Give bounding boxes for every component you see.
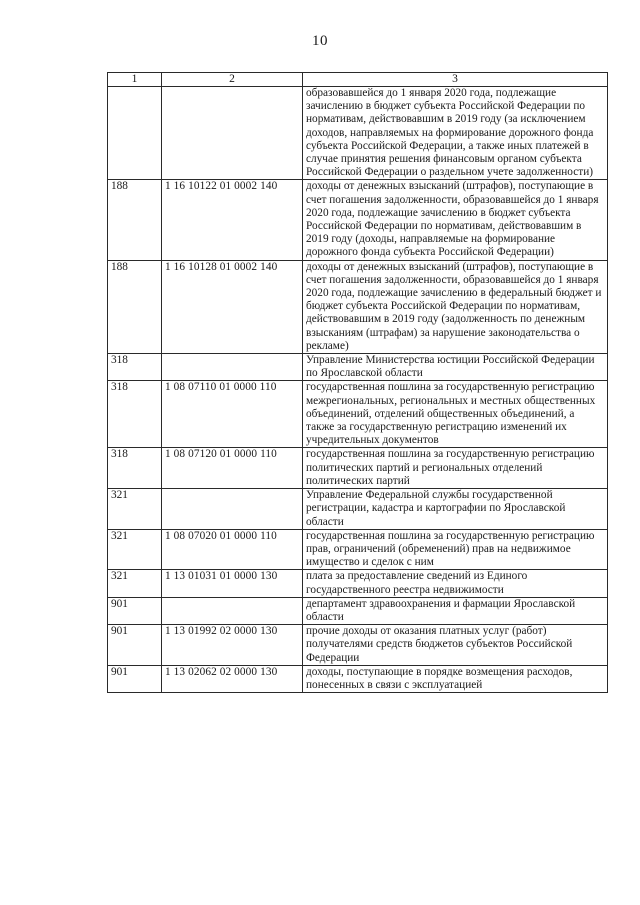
- administrator-code-cell: 321: [108, 489, 162, 530]
- revenue-name-cell: образовавшейся до 1 января 2020 года, подлежащие зачислению в бюджет субъекта Российской Федерации по нормативам, действовавшим в 2019 году (за исключением доходов, направляемых на формирование дорожного фонда субъекта Российской Федерации, а также иных платежей в случае принятия решения финансовым органом субъекта Российской Федерации о раздельном учете задолженности): [303, 87, 608, 180]
- revenue-codes-table: [107, 72, 608, 693]
- revenue-code-cell: 1 16 10128 01 0002 140: [162, 260, 303, 353]
- table-row: [108, 529, 608, 570]
- administrator-code-cell: 321: [108, 529, 162, 570]
- revenue-code-cell: [162, 489, 303, 530]
- table-row: [108, 87, 608, 180]
- revenue-code-cell: 1 13 02062 02 0000 130: [162, 665, 303, 692]
- revenue-name-cell: доходы от денежных взысканий (штрафов), поступающие в счет погашения задолженности, образовавшейся до 1 января 2020 года, подлежащие зачислению в бюджет субъекта Российской Федерации по нормативам, действовавшим в 2019 году (доходы, направляемые на формирование дорожного фонда субъекта Российской Федерации): [303, 180, 608, 260]
- table-row: [108, 625, 608, 666]
- table-row: [108, 381, 608, 448]
- table-row: [108, 180, 608, 260]
- revenue-name-cell: департамент здравоохранения и фармации Ярославской области: [303, 597, 608, 624]
- table-row: [108, 260, 608, 353]
- column-header-3: 3: [303, 73, 608, 87]
- page-number: 10: [312, 33, 328, 49]
- revenue-code-cell: [162, 597, 303, 624]
- revenue-code-cell: 1 13 01992 02 0000 130: [162, 625, 303, 666]
- table-row: [108, 489, 608, 530]
- table-row: [108, 665, 608, 692]
- administrator-code-cell: 318: [108, 381, 162, 448]
- header-row: [108, 73, 608, 87]
- administrator-code-cell: 318: [108, 354, 162, 381]
- revenue-code-cell: 1 08 07020 01 0000 110: [162, 529, 303, 570]
- table-row: [108, 570, 608, 597]
- revenue-name-cell: доходы от денежных взысканий (штрафов), поступающие в счет погашения задолженности, образовавшейся до 1 января 2020 года, подлежащие зачислению в федеральный бюджет и бюджет субъекта Российской Федерации по нормативам, действовавшим в 2019 году (задолженность по денежным взысканиям (штрафам) за нарушение законодательства о рекламе): [303, 260, 608, 353]
- revenue-code-cell: 1 16 10122 01 0002 140: [162, 180, 303, 260]
- revenue-code-cell: 1 13 01031 01 0000 130: [162, 570, 303, 597]
- revenue-code-cell: [162, 87, 303, 180]
- revenue-code-cell: 1 08 07110 01 0000 110: [162, 381, 303, 448]
- revenue-code-cell: [162, 354, 303, 381]
- revenue-name-cell: плата за предоставление сведений из Единого государственного реестра недвижимости: [303, 570, 608, 597]
- administrator-code-cell: 901: [108, 597, 162, 624]
- administrator-code-cell: [108, 87, 162, 180]
- revenue-name-cell: государственная пошлина за государственную регистрацию прав, ограничений (обременений) прав на недвижимое имущество и сделок с ним: [303, 529, 608, 570]
- revenue-name-cell: доходы, поступающие в порядке возмещения расходов, понесенных в связи с эксплуатацией: [303, 665, 608, 692]
- revenue-name-cell: прочие доходы от оказания платных услуг (работ) получателями средств бюджетов субъектов Российской Федерации: [303, 625, 608, 666]
- revenue-code-cell: 1 08 07120 01 0000 110: [162, 448, 303, 489]
- table-row: [108, 448, 608, 489]
- table-row: [108, 597, 608, 624]
- administrator-code-cell: 321: [108, 570, 162, 597]
- revenue-name-cell: Управление Министерства юстиции Российской Федерации по Ярославской области: [303, 354, 608, 381]
- revenue-name-cell: Управление Федеральной службы государственной регистрации, кадастра и картографии по Ярославской области: [303, 489, 608, 530]
- column-header-2: 2: [162, 73, 303, 87]
- revenue-name-cell: государственная пошлина за государственную регистрацию политических партий и региональных отделений политических партий: [303, 448, 608, 489]
- administrator-code-cell: 901: [108, 625, 162, 666]
- table-row: [108, 354, 608, 381]
- table-body: [108, 87, 608, 693]
- administrator-code-cell: 901: [108, 665, 162, 692]
- revenue-name-cell: государственная пошлина за государственную регистрацию межрегиональных, региональных и местных общественных объединений, отделений общественных объединений, а также за государственную регистрацию изменений их учредительных документов: [303, 381, 608, 448]
- administrator-code-cell: 188: [108, 180, 162, 260]
- administrator-code-cell: 318: [108, 448, 162, 489]
- column-header-1: 1: [108, 73, 162, 87]
- administrator-code-cell: 188: [108, 260, 162, 353]
